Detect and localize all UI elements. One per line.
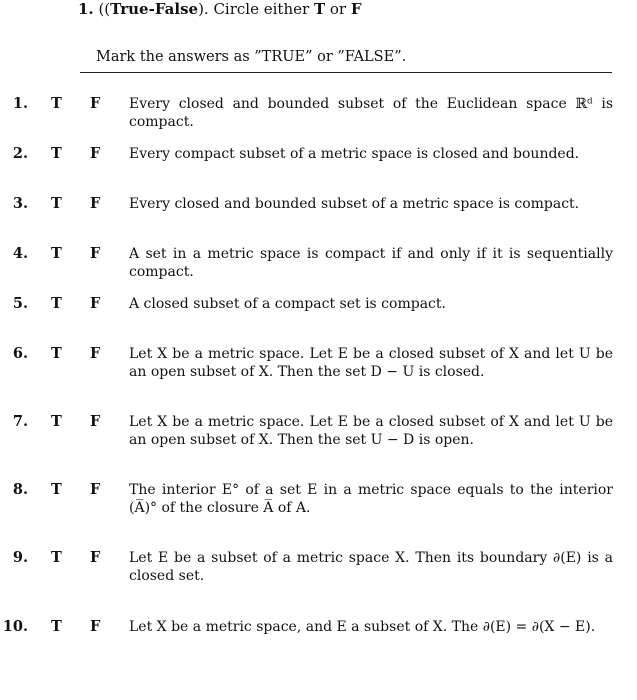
question-number: 10.	[2, 618, 28, 635]
true-option[interactable]: T	[51, 345, 62, 362]
false-option[interactable]: F	[90, 145, 101, 162]
false-option[interactable]: F	[90, 618, 101, 635]
question-text: Every compact subset of a metric space is closed and bounded.	[129, 146, 580, 162]
false-option[interactable]: F	[90, 295, 101, 312]
header-post: ). Circle either	[198, 0, 310, 18]
true-option[interactable]: T	[51, 195, 62, 212]
question-number: 9.	[12, 549, 28, 566]
question-number: 7.	[12, 413, 28, 430]
header-pre: ((	[98, 0, 111, 18]
question-number: 1.	[12, 95, 28, 112]
false-option[interactable]: F	[90, 549, 101, 566]
question-number: 8.	[12, 481, 28, 498]
true-option[interactable]: T	[51, 481, 62, 498]
question-text: Every closed and bounded subset of the Euclidean space ℝᵈ is compact.	[129, 96, 613, 130]
header-f: F	[350, 0, 362, 18]
divider	[80, 72, 612, 73]
header-title: True-False	[110, 0, 199, 18]
question-text: Let E be a subset of a metric space X. Then its boundary ∂(E) is a closed set.	[129, 550, 613, 584]
false-option[interactable]: F	[90, 95, 101, 112]
question-text: Every closed and bounded subset of a metric space is compact.	[129, 196, 580, 212]
section-header	[78, 0, 362, 18]
true-option[interactable]: T	[51, 618, 62, 635]
question-text: Let X be a metric space, and E a subset of X. The ∂(E) = ∂(X − E).	[129, 619, 596, 635]
true-option[interactable]: T	[51, 95, 62, 112]
header-or: or	[329, 0, 347, 18]
question-text: Let X be a metric space. Let E be a closed subset of X and let U be an open subset of X. Then the set U − D is open.	[129, 414, 613, 448]
question-number: 2.	[12, 145, 28, 162]
false-option[interactable]: F	[90, 195, 101, 212]
false-option[interactable]: F	[90, 345, 101, 362]
question-text: The interior E° of a set E in a metric space equals to the interior (A̅)° of the closure A̅ of A.	[129, 482, 613, 516]
header-number: 1.	[78, 0, 94, 18]
false-option[interactable]: F	[90, 245, 101, 262]
false-option[interactable]: F	[90, 481, 101, 498]
question-number: 5.	[12, 295, 28, 312]
question-text: Let X be a metric space. Let E be a closed subset of X and let U be an open subset of X. Then the set D − U is closed.	[129, 346, 613, 380]
true-option[interactable]: T	[51, 295, 62, 312]
header-t: T	[313, 0, 326, 18]
true-option[interactable]: T	[51, 245, 62, 262]
true-option[interactable]: T	[51, 145, 62, 162]
true-option[interactable]: T	[51, 413, 62, 430]
instruction-text: Mark the answers as ”TRUE” or ”FALSE”.	[96, 49, 407, 65]
question-number: 3.	[12, 195, 28, 212]
false-option[interactable]: F	[90, 413, 101, 430]
question-number: 4.	[12, 245, 28, 262]
question-text: A set in a metric space is compact if and only if it is sequentially compact.	[129, 246, 613, 280]
question-number: 6.	[12, 345, 28, 362]
true-option[interactable]: T	[51, 549, 62, 566]
question-text: A closed subset of a compact set is compact.	[129, 296, 446, 312]
